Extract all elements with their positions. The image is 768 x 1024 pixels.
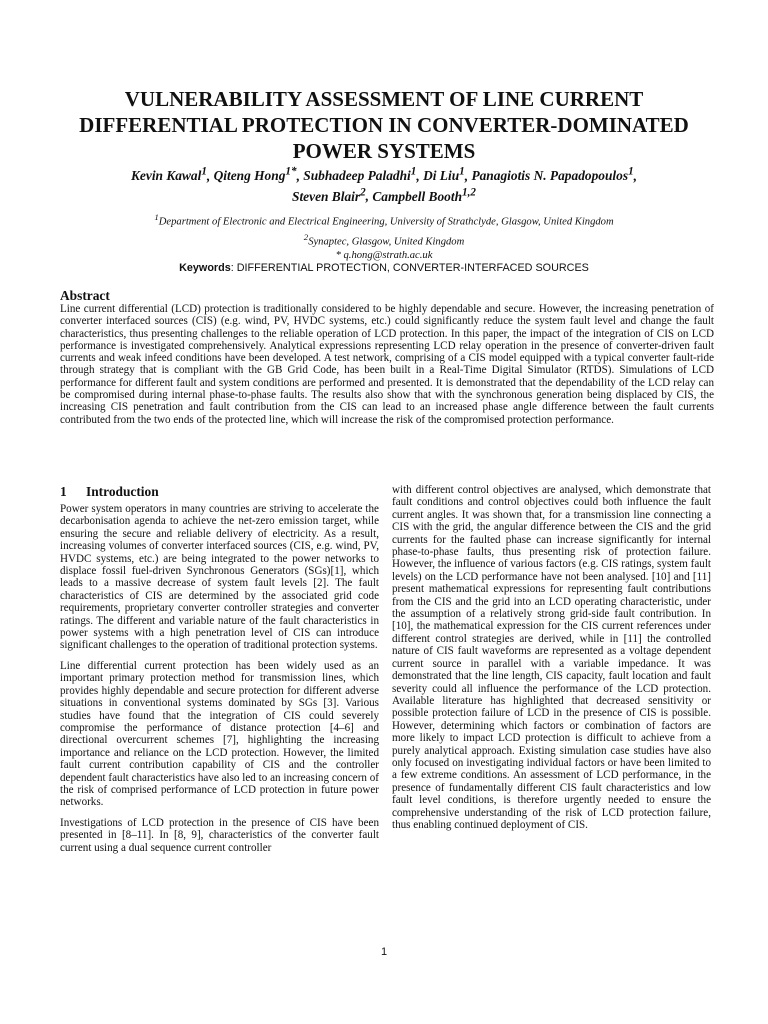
keywords-label: Keywords bbox=[179, 262, 231, 274]
section-number: 1 bbox=[60, 484, 67, 499]
affiliation-1: $^1$Department of Electronic and Electrical Engineering, University of Strathclyde, Glasgow, United Kingdom bbox=[154, 212, 614, 228]
right-column bbox=[392, 484, 711, 831]
paragraph: Line differential current protection has been widely used as an important primary protection method for transmission lines, which provides highly dependable and secure protection for different adverse situations in conventional systems dominated by SGs [3]. Various studies have found that the integration of CIS could severely compromise the performance of distance protection [4–6] and directional overcurrent schemes [7], highlighting the increasing importance and reliance on the LCD protection. However, the limited fault current contribution capability of CIS and the controller dependent fault characteristics have also led to an increasing concern of the risk of comprised performance of LCD protection in future power networks. bbox=[60, 659, 379, 809]
paragraph: with different control objectives are analysed, which demonstrate that fault conditions and control objectives could both influence the fault current angles. It was shown that, for a transmission line connecting a CIS with the grid, the angular difference between the CIS and the grid currents for the faulted phase can increase significantly for internal phase-to-phase faults, thus presenting risk of protection failure. However, the influence of various factors (e.g. CIS ratings, system fault levels) on the LCD performance have not been analysed. [10] and [11] present mathematical expressions for representing fault contributions from the CIS and the grid into an LCD operating characteristic, under the assumption of a relatively strong grid-side fault contribution. In [10], the mathematical expression for the CIS current references under different control strategies are derived, while in [11] the controlled nature of CIS fault waveforms are represented as a voltage dependent current source in parallel with a variable impedance. It was demonstrated that the line length, CIS capacity, fault location and fault severity could all influence the performance of the LCD protection. Available literature has highlighted that decreased sensitivity or possible protection failure of LCD in the presence of CIS is possible. However, determining which factors or combination of factors are more likely to impact LCD protection is difficult to achieve from a purely analytical approach. Existing simulation case studies have also only focused on investigating individual factors or have been limited to a few extreme conditions. An assessment of LCD performance, in the presence of fundamentally different CIS fault characteristics and low fault level conditions, is therefore urgently needed to ensure the comprehensive understanding of the risk of LCD protection failure, thus enabling continued deployment of CIS. bbox=[392, 484, 711, 831]
section-heading-introduction bbox=[60, 484, 379, 500]
keywords-text: : DIFFERENTIAL PROTECTION, CONVERTER-INTERFACED SOURCES bbox=[230, 262, 589, 274]
author: Qiteng Hong$^{1*}$ bbox=[213, 166, 297, 184]
affiliations bbox=[40, 210, 728, 263]
corresponding-email: * q.hong@strath.ac.uk bbox=[335, 250, 433, 262]
author: Di Liu$^1$ bbox=[423, 166, 465, 184]
author: Campbell Booth$^{1,2}$ bbox=[372, 186, 476, 204]
keywords bbox=[40, 262, 728, 274]
abstract-body: Line current differential (LCD) protection is traditionally considered to be highly dependable and secure. However, the increasing penetration of converter interfaced sources (CIS) (e.g. wind, PV, HVDC systems, etc.) could significantly reduce the system fault level and change the fault characteristics, thus presenting challenges to the reliable operation of LCD protection. In this paper, the impact of the integration of CIS on LCD performance is investigated comprehensively. Analytical expressions representing LCD relay operation in the presence of converter-driven fault currents and weak infeed conditions have been developed. A test network, comprising of a CIS model equipped with a typical converter fault-ride through strategy that is compliant with the GB Grid Code, has been built in a Real-Time Digital Simulator (RTDS). Simulations of LCD performance for different fault and system conditions are performed and presented. It is demonstrated that the dependability of the LCD relay can be compromised during internal phase-to-phase faults. The results also show that with the synchronous generation being displaced by CIS, the increasing CIS penetration and fault contribution from the CIS can lead to an increased phase angle difference between the fault currents contributed from the two ends of the protected line, which will increase the risk of the compromised protection performance. bbox=[60, 303, 714, 426]
affiliation-2: $^2$Synaptec, Glasgow, United Kingdom bbox=[303, 231, 465, 248]
author-line-1: Kevin Kawal$^1$, Qiteng Hong$^{1*}$, Subhadeep Paladhi$^1$, Di Liu$^1$, Panagiotis N. Papadopoulos$^1$, bbox=[131, 166, 637, 184]
left-column bbox=[60, 484, 379, 862]
section-title: Introduction bbox=[86, 484, 159, 499]
author-line-2: Steven Blair$^2$, Campbell Booth$^{1,2}$ bbox=[292, 186, 476, 204]
paragraph: Investigations of LCD protection in the presence of CIS have been presented in [8–11]. In [8, 9], characteristics of the converter fault current using a dual sequence current controller bbox=[60, 816, 379, 854]
paragraph: Power system operators in many countries are striving to accelerate the decarbonisation agenda to achieve the net-zero emission target, while ensuring the secure and reliable delivery of electricity. As a result, increasing volumes of converter interfaced sources (CIS, e.g. wind, PV, HVDC systems, etc.) are being integrated to the power networks to displace fossil fuel-driven Synchronous Generators (SGs)[1], which leads to a massive decrease of system fault levels [2]. The fault characteristics of CIS are determined by the associated grid code requirements, proprietary converter controller strategies and converter ratings. The different and variable nature of the fault characteristics in power systems with a high penetration level of CIS can introduce significant challenges to the operation of traditional protection systems. bbox=[60, 503, 379, 652]
page-number: 1 bbox=[380, 946, 388, 958]
author: Panagiotis N. Papadopoulos$^1$ bbox=[471, 166, 634, 184]
author: Kevin Kawal$^1$ bbox=[131, 166, 207, 184]
author: Steven Blair$^2$ bbox=[292, 186, 366, 204]
author: Subhadeep Paladhi$^1$ bbox=[303, 166, 417, 184]
paper-title: VULNERABILITY ASSESSMENT OF LINE CURRENT DIFFERENTIAL PROTECTION IN CONVERTER-DOMINATED POWER SYSTEMS bbox=[79, 87, 689, 163]
abstract-heading: Abstract bbox=[60, 288, 110, 303]
author-list bbox=[40, 164, 728, 205]
